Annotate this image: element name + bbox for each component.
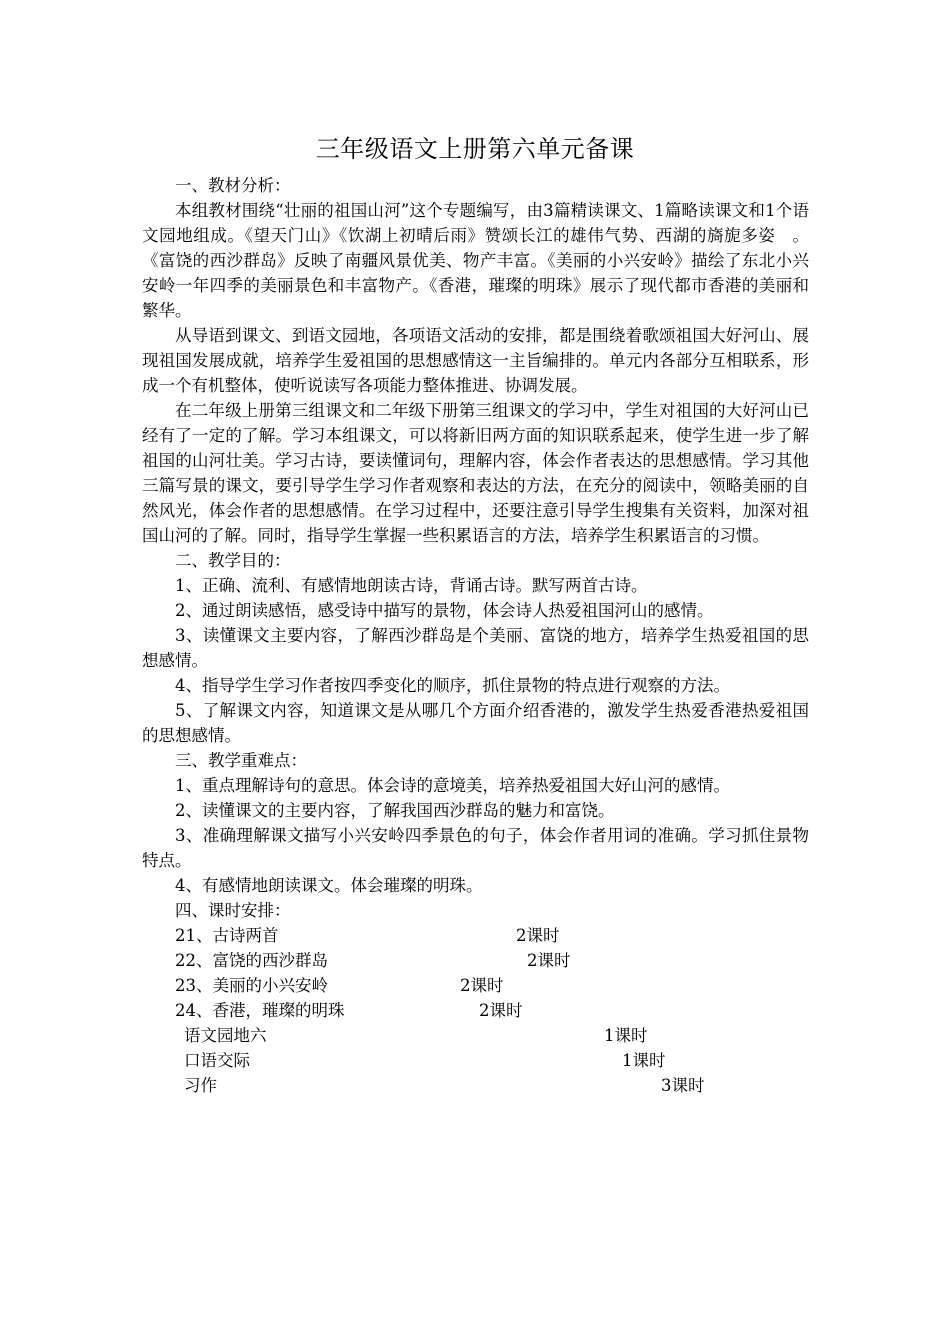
schedule-row: [142, 1048, 809, 1073]
key-point-item: 1、重点理解诗句的意思。体会诗的意境美，培养热爱祖国大好山河的感情。: [175, 776, 730, 795]
objective-item: 3、读懂课文主要内容，了解西沙群岛是个美丽、富饶的地方，培养学生热爱祖国的思想感情。: [142, 626, 809, 670]
schedule-lesson-hours: 1课时: [622, 1051, 666, 1070]
schedule-row: [142, 948, 809, 973]
section-heading-schedule: 四、课时安排：: [175, 901, 291, 920]
section-heading-key-points: 三、教学重难点：: [175, 751, 307, 770]
analysis-paragraph: 从导语到课文、到语文园地，各项语文活动的安排，都是围绕着歌颂祖国大好河山、展现祖国发展成就，培养学生爱祖国的思想感情这一主旨编排的。单元内各部分互相联系，形成一个有机整体，使听说读写各项能力整体推进、协调发展。: [142, 326, 809, 395]
schedule-lesson-name: 24、香港，璀璨的明珠: [175, 1001, 345, 1020]
schedule-lesson-name: 23、美丽的小兴安岭: [175, 976, 328, 995]
objective-item: 4、指导学生学习作者按四季变化的顺序，抓住景物的特点进行观察的方法。: [175, 676, 730, 695]
section-heading-objectives: 二、教学目的：: [175, 551, 291, 570]
schedule-row: [142, 973, 809, 998]
key-point-item: 3、准确理解课文描写小兴安岭四季景色的句子，体会作者用词的准确。学习抓住景物特点。: [142, 826, 809, 870]
document-body: [142, 173, 809, 1098]
schedule-lesson-hours: 2课时: [479, 1001, 523, 1020]
objective-item: 2、通过朗读感悟，感受诗中描写的景物，体会诗人热爱祖国河山的感情。: [175, 601, 714, 620]
objective-item: 1、正确、流利、有感情地朗读古诗，背诵古诗。默写两首古诗。: [175, 576, 648, 595]
analysis-paragraph: 本组教材围绕“壮丽的祖国山河”这个专题编写，由3篇精读课文、1篇略读课文和1个语文园地组成。《望天门山》《饮湖上初晴后雨》赞颂长江的雄伟气势、西湖的旖旎多姿 。《富饶的西沙群岛》反映了南疆风景优美、物产丰富。《美丽的小兴安岭》描绘了东北小兴安岭一年四季的美丽景色和丰富物产。《香港，璀璨的明珠》展示了现代都市香港的美丽和繁华。: [142, 201, 809, 320]
schedule-lesson-name: 21、古诗两首: [175, 926, 279, 945]
objective-item: 5、了解课文内容，知道课文是从哪几个方面介绍香港的，激发学生热爱香港热爱祖国的思想感情。: [142, 701, 809, 745]
schedule-lesson-hours: 2课时: [516, 926, 560, 945]
schedule-row: [142, 1073, 809, 1098]
schedule-lesson-name: 22、富饶的西沙群岛: [175, 951, 328, 970]
analysis-paragraph: 在二年级上册第三组课文和二年级下册第三组课文的学习中，学生对祖国的大好河山已经有了一定的了解。学习本组课文，可以将新旧两方面的知识联系起来，使学生进一步了解祖国的山河壮美。学习古诗，要读懂词句，理解内容，体会作者表达的思想感情。学习其他三篇写景的课文，要引导学生学习作者观察和表达的方法，在充分的阅读中，领略美丽的自然风光，体会作者的思想感情。在学习过程中，还要注意引导学生搜集有关资料，加深对祖国山河的了解。同时，指导学生掌握一些积累语言的方法，培养学生积累语言的习惯。: [142, 401, 809, 545]
section-heading-analysis: 一、教材分析：: [175, 176, 291, 195]
schedule-lesson-name: 习作: [184, 1076, 217, 1095]
schedule-lesson-hours: 2课时: [527, 951, 571, 970]
page-title: 三年级语文上册第六单元备课: [315, 135, 635, 163]
schedule-lesson-hours: 1课时: [604, 1026, 648, 1045]
key-point-item: 2、读懂课文的主要内容，了解我国西沙群岛的魅力和富饶。: [175, 801, 615, 820]
schedule-lesson-hours: 2课时: [460, 976, 504, 995]
key-point-item: 4、有感情地朗读课文。体会璀璨的明珠。: [175, 876, 483, 895]
schedule-lesson-hours: 3课时: [661, 1076, 705, 1095]
schedule-lesson-name: 口语交际: [184, 1051, 250, 1070]
schedule-row: [142, 998, 809, 1023]
schedule-row: [142, 923, 809, 948]
schedule-lesson-name: 语文园地六: [184, 1026, 267, 1045]
schedule-row: [142, 1023, 809, 1048]
